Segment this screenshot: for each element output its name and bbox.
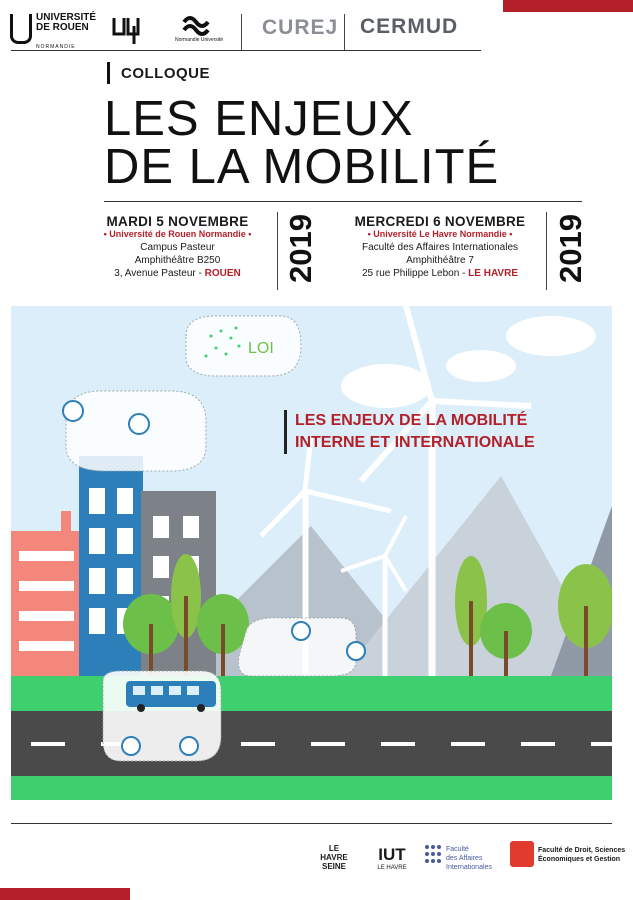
footer-rule: [11, 823, 612, 824]
le-havre-seine-logo: LE HAVRE SEINE: [320, 844, 348, 871]
cermud-logo: CERMUD: [360, 15, 459, 38]
event-address: 25 rue Philippe Lebon - LE HAVRE: [361, 268, 518, 279]
event-city: ROUEN: [204, 268, 241, 279]
year-label: 2019: [283, 214, 318, 283]
heading-line1: LES ENJEUX DE LA MOBILITÉ: [295, 412, 528, 429]
iut-logo: IUT LE HAVRE: [377, 845, 407, 871]
illustration-graphic: [11, 306, 612, 800]
logo-separator: [344, 14, 345, 50]
rouen-line1: UNIVERSITÉ: [36, 12, 97, 23]
rouen-line3: NORMANDIE: [36, 44, 76, 50]
normandie-logo-icon: [182, 14, 210, 36]
curej-logo: CUREJ: [262, 16, 339, 39]
title-accent-bar: [107, 62, 110, 84]
event-city: LE HAVRE: [468, 268, 518, 279]
event-address: 3, Avenue Pasteur - ROUEN: [114, 268, 241, 279]
fai-logo-text: Faculté des Affaires Internationales: [446, 846, 492, 871]
rouen-line2: DE ROUEN: [36, 22, 89, 33]
le-havre-logo-icon: [108, 14, 148, 46]
year-label: 2019: [553, 214, 588, 283]
event-lehavre: [340, 215, 540, 280]
droit-logo-text: Faculté de Droit, Sciences Économiques et Gestion: [538, 847, 626, 863]
title-line2: DE LA MOBILITÉ: [104, 140, 500, 194]
illustration-heading: [284, 410, 535, 454]
loi-label: LOI: [248, 340, 274, 357]
colloque-label: COLLOQUE: [121, 65, 210, 82]
event-place: Faculté des Affaires Internationales: [361, 242, 519, 253]
normandie-univ-label: Normandie Université: [175, 37, 224, 43]
divider: [546, 212, 547, 290]
city-mobility-illustration: [11, 306, 612, 800]
event-room: Amphithéâtre B250: [134, 255, 221, 266]
header-rule: [11, 50, 481, 51]
event-rouen: [90, 215, 265, 280]
event-room: Amphithéâtre 7: [406, 255, 474, 266]
top-red-accent: [503, 0, 633, 12]
rouen-logo-icon: [10, 14, 32, 44]
divider: [277, 212, 278, 290]
title-line1: LES ENJEUX: [104, 92, 414, 146]
event-day: MERCREDI 6 NOVEMBRE: [354, 214, 526, 229]
event-university: • Université Le Havre Normandie •: [367, 229, 513, 239]
header-logos: [10, 10, 480, 52]
event-day: MARDI 5 NOVEMBRE: [106, 214, 249, 229]
event-university: • Université de Rouen Normandie •: [103, 229, 252, 239]
heading-line2: INTERNE ET INTERNATIONALE: [295, 434, 535, 451]
bottom-red-accent: [0, 888, 130, 900]
rouen-logo-text: [36, 13, 96, 33]
fai-logo-icon: [422, 842, 444, 868]
logo-separator: [241, 14, 242, 50]
event-place: Campus Pasteur: [140, 242, 215, 253]
droit-logo-icon: [510, 841, 534, 867]
title-rule: [104, 201, 582, 202]
